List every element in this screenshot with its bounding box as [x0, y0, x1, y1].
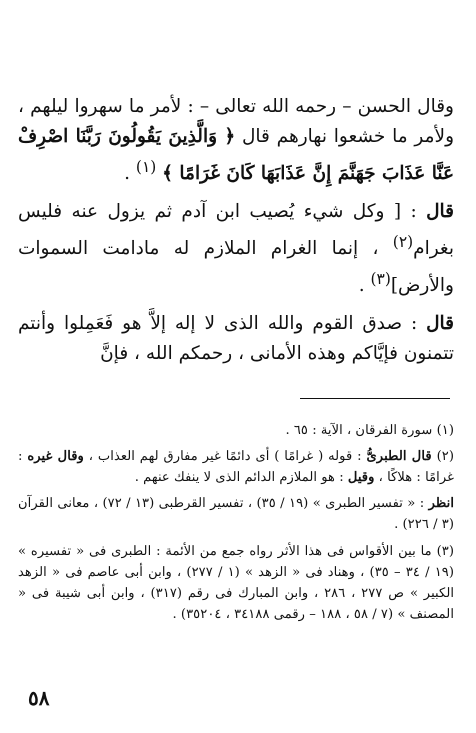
quran-verse: ﴿ وَالَّذِينَ يَقُولُونَ رَبَّنَا اصْرِفْ عَنَّا عَذَابَ جَهَنَّمَ إِنَّ عَذَابَهَا كَانَ غَرَامًا ﴾ — [18, 126, 454, 185]
paragraph-hasan-quote — [18, 92, 454, 189]
paragraph-end: . — [124, 163, 136, 185]
footnote-2-references — [18, 493, 454, 535]
footnote-label: انظر — [428, 496, 455, 511]
paragraph-text: ، إنما الغرام الملازم له مادامت السموات والأرض] — [18, 238, 454, 297]
paragraph-end: . — [358, 275, 371, 297]
footnote-text: : هو الملازم الدائم الذى لا ينفك عنهم . — [134, 470, 348, 485]
footnote-text: : غرامًا : هلاكًا ، — [18, 449, 454, 485]
qala-label: قال — [426, 313, 454, 335]
page-number: ٥٨ — [28, 686, 50, 710]
footnote-ref: (٣) — [370, 270, 391, 289]
footnote-text: : « تفسير الطبرى » (١٩ / ٣٥) ، تفسير القرطبى (١٣ / ٧٢) ، معانى القرآن (٣ / ٢٢٦) . — [18, 496, 454, 532]
paragraph-gharam — [18, 197, 454, 301]
footnote-1 — [18, 420, 454, 441]
footnote-ref: (٢) — [392, 233, 414, 252]
footnote-number: (٣) — [436, 544, 454, 559]
footnote-number: (١) — [436, 423, 454, 438]
paragraph-text: وقال الحسن – رحمه الله تعالى – : لأمر ما سهروا ليلهم ، ولأمر ما خشعوا نهارهم قال — [18, 96, 454, 147]
footnote-label: وقال غيره — [27, 449, 84, 464]
footnote-3 — [18, 541, 454, 625]
footnote-text: سورة الفرقان ، الآية : ٦٥ . — [285, 423, 433, 438]
footnote-number: (٢) — [436, 449, 454, 464]
footnote-text: ما بين الأقواس فى هذا الأثر رواه جمع من الأئمة : الطبرى فى « تفسيره » (١٩ / ٣٤ – ٣٥) ، وهناد فى « الزهد » (١ / ٢٧٧) ، وابن أبى عاصم فى « الزهد الكبير » ص ٢٧٧ ، ٢٨٦ ، وابن المبارك فى رقم (٣١٧) ، وابن أبى شيبة فى « المصنف » (٧ / ٥٨ ، ١٨٨ – رقمى ٣٤١٨٨ ، ٣٥٢٠٤) . — [18, 544, 455, 622]
footnote-text: : قوله ( غرامًا ) أى دائمًا غير مفارق لهم العذاب ، — [83, 449, 367, 464]
footnotes — [18, 420, 454, 630]
paragraph-text: : صدق القوم والله الذى لا إله إلاَّ هو فَعَمِلوا وأنتم تتمنون فإيَّاكم وهذه الأمانى ، رحمكم الله ، فإنَّ — [18, 313, 454, 365]
footnote-label: قال الطبرىُّ — [366, 449, 432, 464]
footnote-2 — [18, 446, 454, 488]
footnote-label: وقيل — [347, 470, 375, 485]
paragraph-text: : [ وكل شيء يُصيب ابن آدم ثم يزول عنه فليس بغرام — [18, 201, 454, 260]
footnote-ref: (١) — [135, 158, 157, 176]
main-text — [18, 92, 454, 377]
qala-label: قال — [426, 201, 454, 223]
paragraph-sadaqa — [18, 309, 454, 369]
footnote-separator — [300, 398, 450, 399]
